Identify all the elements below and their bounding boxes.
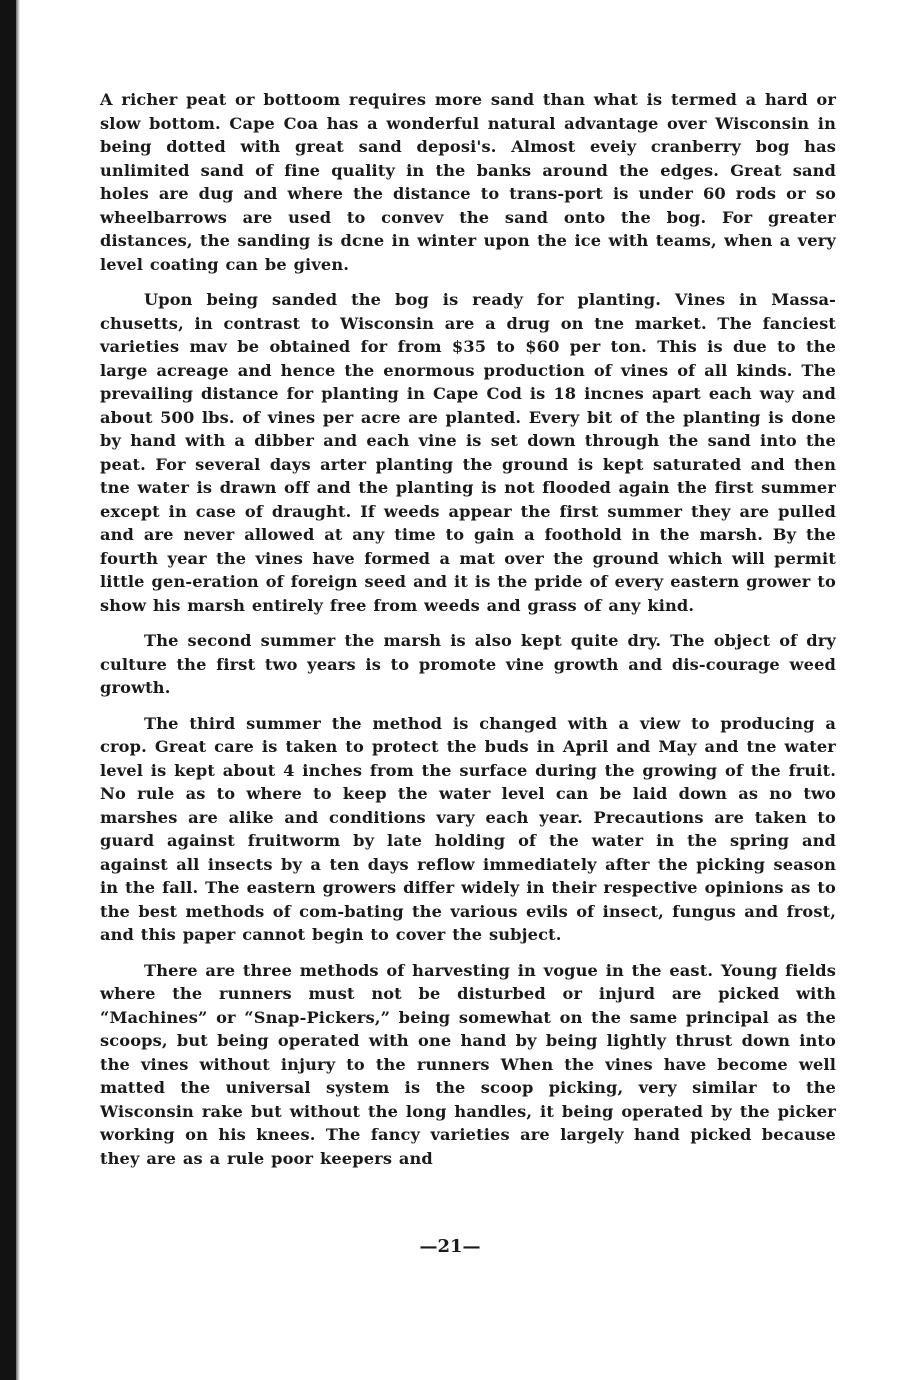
paragraph-second-summer: The second summer the marsh is also kept quite dry. The object of dry culture the first two years is to promote vine growth and dis-courage weed growth. <box>100 631 836 697</box>
page-edge-fade <box>16 0 20 1380</box>
page-edge-shadow <box>0 0 16 1380</box>
body-text <box>100 88 836 1182</box>
paragraph-sanding: A richer peat or bottoom requires more sand than what is termed a hard or slow bottom. Cape Coa has a wonderful natural advantage over Wisconsin in being dotted with great sand deposi's. Almost eveiy cranberry bog has unlimited sand of fine quality in the banks around the edges. Great sand holes are dug and where the distance to trans-port is under 60 rods or so wheelbarrows are used to convev the sand onto the bog. For greater distances, the sanding is dcne in winter upon the ice with teams, when a very level coating can be given. <box>100 90 836 274</box>
page-number: —21— <box>419 1236 481 1257</box>
paragraph-harvesting: There are three methods of harvesting in vogue in the east. Young fields where the runners must not be disturbed or injurd are picked with “Machines” or “Snap-Pickers,” being somewhat on the same principal as the scoops, but being operated with one hand by being lightly thrust down into the vines without injury to the runners When the vines have become well matted the universal system is the scoop picking, very similar to the Wisconsin rake but without the long handles, it being operated by the picker working on his knees. The fancy varieties are largely hand picked because they are as a rule poor keepers and <box>100 960 836 1168</box>
paragraph-third-summer: The third summer the method is changed with a view to producing a crop. Great care is taken to protect the buds in April and May and tne water level is kept about 4 inches from the surface during the growing of the fruit. No rule as to where to keep the water level can be laid down as no two marshes are alike and conditions vary each year. Precautions are taken to guard against fruitworm by late holding of the water in the spring and against all insects by a ten days reflow immediately after the picking season in the fall. The eastern growers differ widely in their respective opinions as to the best methods of com-bating the various evils of insect, fungus and frost, and this paper cannot begin to cover the subject. <box>100 713 836 944</box>
paragraph-planting: Upon being sanded the bog is ready for planting. Vines in Massa-chusetts, in contrast to Wisconsin are a drug on tne market. The fanciest varieties mav be obtained for from $35 to $60 per ton. This is due to the large acreage and hence the enormous production of vines of all kinds. The prevailing distance for planting in Cape Cod is 18 incnes apart each way and about 500 lbs. of vines per acre are planted. Every bit of the planting is done by hand with a dibber and each vine is set down through the sand into the peat. For several days arter planting the ground is kept saturated and then tne water is drawn off and the planting is not flooded again the first summer except in case of draught. If weeds appear the first summer they are pulled and are never allowed at any time to gain a foothold in the marsh. By the fourth year the vines have formed a mat over the ground which will permit little gen-eration of foreign seed and it is the pride of every eastern grower to show his marsh entirely free from weeds and grass of any kind. <box>100 290 836 615</box>
